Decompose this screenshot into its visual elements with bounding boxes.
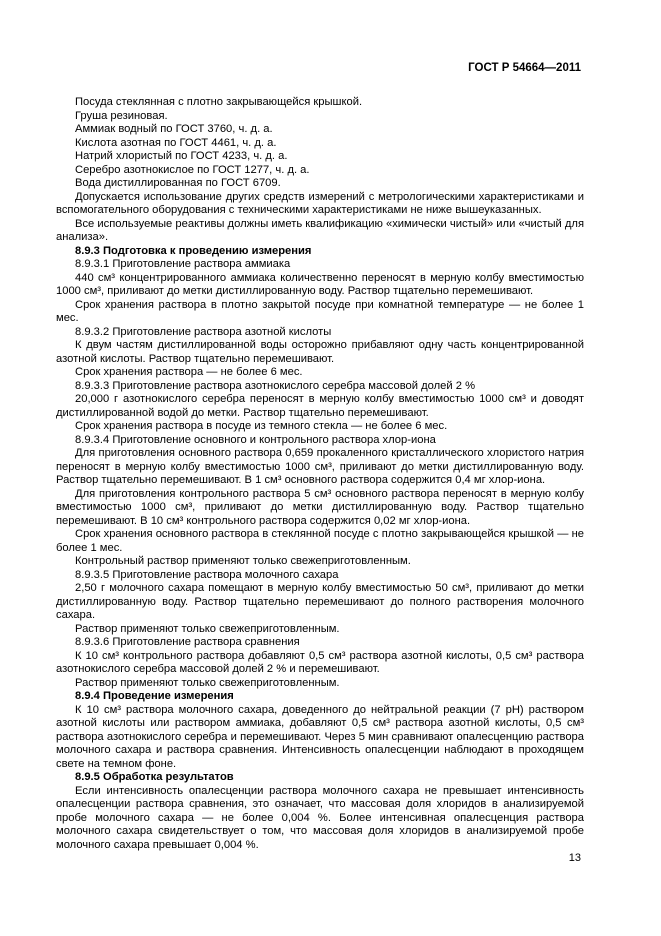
section-heading: 8.9.3 Подготовка к проведению измерения (75, 244, 312, 257)
body-paragraph: Груша резиновая. (75, 109, 168, 122)
body-paragraph: Срок хранения раствора в посуде из темного стекла — не более 6 мес. (75, 420, 448, 432)
body-paragraph: Для приготовления основного раствора 0,659 прокаленного кристаллического хлористого натрия переносят в мерную колбу вместимостью 1000 см³, приливают до метки дистиллированную воду. Раствор тщательно перемешивают. В 1 см³ основного раствора содержится 0,4 мг хлор-иона. (56, 447, 584, 486)
body-paragraph: Серебро азотнокислое по ГОСТ 1277, ч. д. а. (75, 163, 310, 176)
body-paragraph: К 10 см³ контрольного раствора добавляют 0,5 см³ раствора азотной кислоты, 0,5 см³ раствора азотнокислого серебра массовой долей 2 % и перемешивают. (56, 649, 584, 675)
section-heading: 8.9.5 Обработка результатов (75, 771, 234, 783)
body-paragraph: 440 см³ концентрированного аммиака количественно переносят в мерную колбу вместимостью 1000 см³, приливают до метки дистиллированную воду. Раствор тщательно перемешивают. (56, 271, 584, 297)
body-paragraph: Для приготовления контрольного раствора 5 см³ основного раствора переносят в мерную колбу вместимостью 1000 см³, приливают до метки дистиллированную воду. Раствор тщательно перемешивают. В 10 см³ контрольного раствора содержится 0,02 мг хлор-иона. (56, 487, 584, 527)
body-paragraph: Срок хранения основного раствора в стеклянной посуде с плотно закрывающейся крышкой — не более 1 мес. (56, 528, 584, 554)
subsection-title: 8.9.3.3 Приготовление раствора азотнокислого серебра массовой долей 2 % (75, 379, 476, 392)
body-paragraph: К 10 см³ раствора молочного сахара, доведенного до нейтральной реакции (7 pH) раствором азотной кислоты или раствором аммиака, добавляют 0,5 см³ раствора азотной кислоты, 0,5 см³ раствора азотнокислого серебра и перемешивают. Через 5 мин сравнивают опалесценцию раствора молочного сахара и раствора сравнения. Интенсивность опалесценции наблюдают в проходящем свете на темном фоне. (56, 703, 584, 770)
body-paragraph: 2,50 г молочного сахара помещают в мерную колбу вместимостью 50 см³, приливают до метки дистиллированную воду. Раствор тщательно перемешивают до полного растворения молочного сахара. (56, 582, 584, 621)
body-paragraph: Все используемые реактивы должны иметь квалификацию «химически чистый» или «чистый для анализа». (56, 217, 584, 243)
body-paragraph: Срок хранения раствора — не более 6 мес. (75, 366, 303, 378)
subsection-title: 8.9.3.1 Приготовление раствора аммиака (75, 258, 291, 270)
body-paragraph: 20,000 г азотнокислого серебра переносят в мерную колбу вместимостью 1000 см³ и доводят дистиллированной водой до метки. Раствор тщательно перемешивают. (56, 393, 584, 419)
subsection-title: 8.9.3.4 Приготовление основного и контрольного раствора хлор-иона (75, 433, 436, 446)
body-paragraph: Натрий хлористый по ГОСТ 4233, ч. д. а. (75, 150, 288, 162)
subsection-title: 8.9.3.6 Приготовление раствора сравнения (75, 636, 300, 648)
body-paragraph: Срок хранения раствора в плотно закрытой посуде при комнатной температуре — не более 1 мес. (56, 298, 584, 324)
body-paragraph: Вода дистиллированная по ГОСТ 6709. (75, 177, 281, 189)
body-paragraph: Аммиак водный по ГОСТ 3760, ч. д. а. (75, 123, 273, 135)
document-body (56, 96, 584, 852)
body-paragraph: Контрольный раствор применяют только свежеприготовленным. (75, 555, 411, 567)
body-paragraph: Допускается использование других средств измерений с метрологическими характеристиками и вспомогательного оборудования с техническими характеристиками не ниже вышеуказанных. (56, 190, 584, 216)
subsection-title: 8.9.3.5 Приготовление раствора молочного сахара (75, 568, 339, 581)
body-paragraph: Если интенсивность опалесценции раствора молочного сахара не превышает интенсивность опалесценции раствора сравнения, это означает, что массовая доля хлоридов в анализируемой пробе молочного сахара — не более 0,004 %. Более интенсивная опалесценция раствора молочного сахара свидетельствует о том, что массовая доля хлоридов в анализируемой пробе молочного сахара превышает 0,004 %. (56, 784, 584, 851)
section-heading: 8.9.4 Проведение измерения (75, 690, 234, 702)
document-id-header: ГОСТ Р 54664—2011 (468, 62, 581, 74)
body-paragraph: К двум частям дистиллированной воды осторожно прибавляют одну часть концентрированной азотной кислоты. Раствор тщательно перемешивают. (56, 339, 584, 365)
body-paragraph: Посуда стеклянная с плотно закрывающейся крышкой. (75, 96, 363, 108)
body-paragraph: Раствор применяют только свежеприготовленным. (75, 622, 340, 635)
body-paragraph: Раствор применяют только свежеприготовленным. (75, 676, 340, 689)
body-paragraph: Кислота азотная по ГОСТ 4461, ч. д. а. (75, 136, 277, 149)
page-number: 13 (568, 852, 581, 864)
subsection-title: 8.9.3.2 Приготовление раствора азотной кислоты (75, 325, 332, 338)
